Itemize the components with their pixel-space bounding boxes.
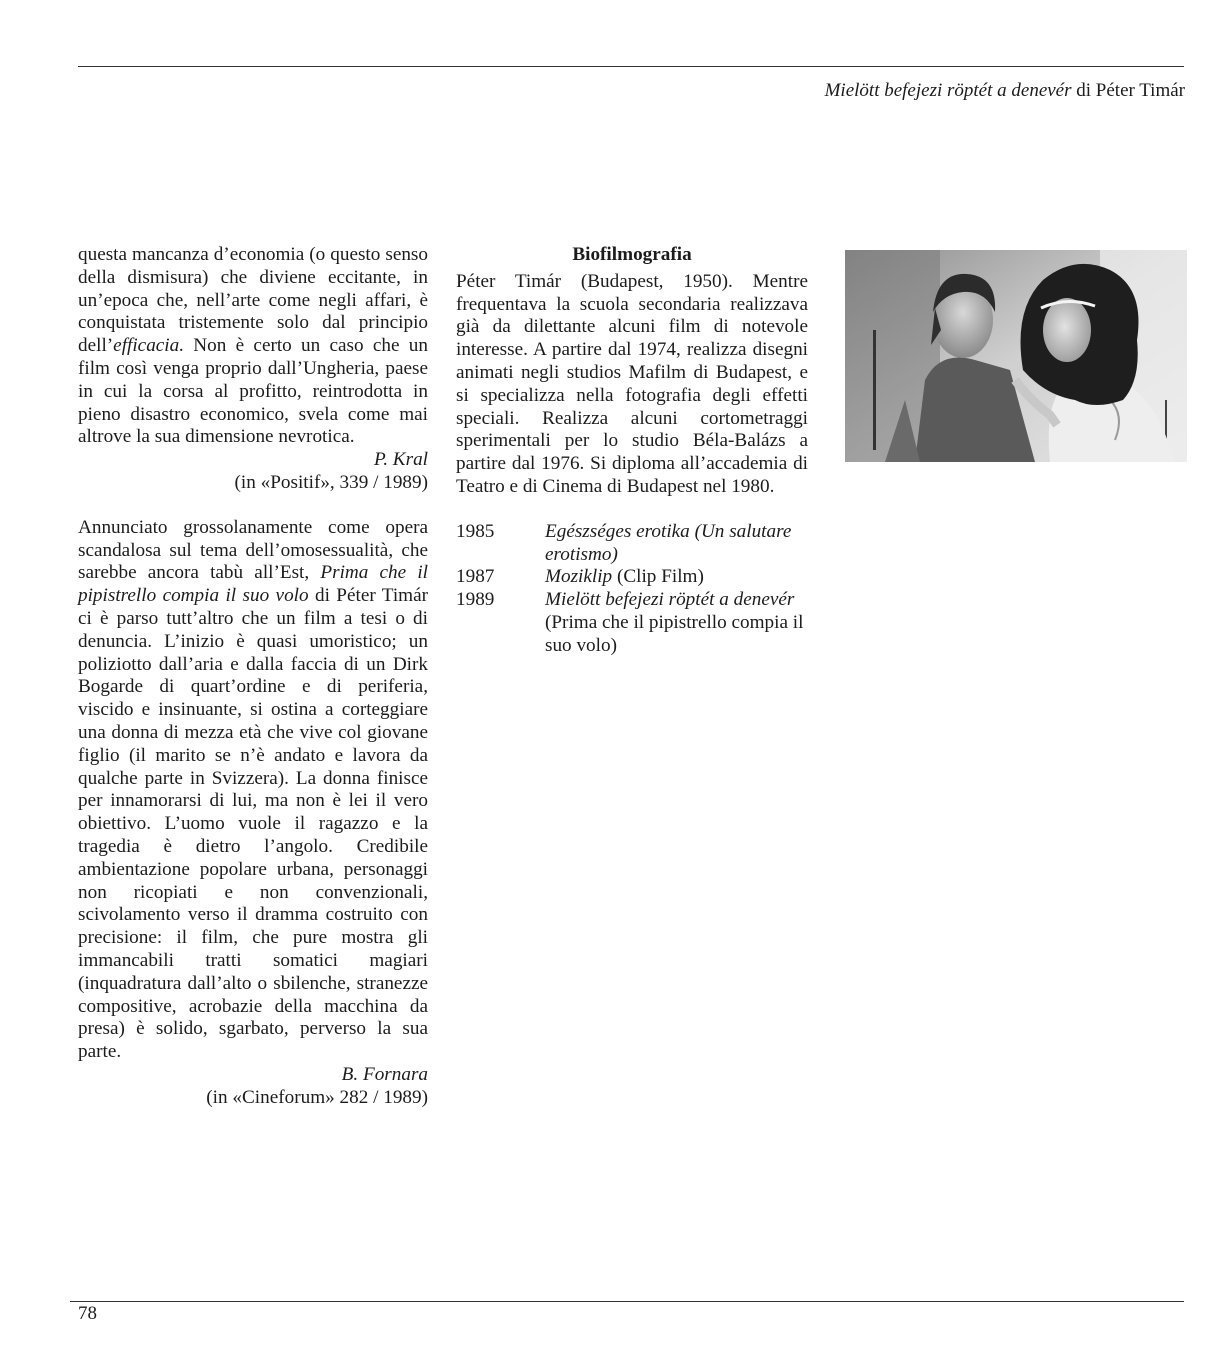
review-kral-text-a: questa mancanza d’economia (o questo senso della dismisura) che diviene eccitante, in un’epoca che, nell’arte come negli affari, è conquistata tristemente solo dal principio dell’: [78, 244, 428, 357]
filmography-list: [456, 521, 808, 658]
filmography-translation: (Clip Film): [612, 566, 704, 588]
spacer: [78, 495, 428, 517]
review-fornara-film-title: Prima che il pipistrello compia il suo volo: [78, 562, 428, 607]
biofilmography-column: [456, 244, 808, 658]
film-still-photo: [845, 250, 1187, 462]
filmography-translation: (Un salutare erotismo): [545, 520, 792, 565]
filmography-row: [456, 521, 808, 567]
review-kral-emphasis: efficacia.: [113, 335, 185, 357]
filmography-year: 1989: [456, 589, 495, 611]
review-fornara-author-name: B. Fornara: [341, 1063, 428, 1085]
review-fornara-text: [78, 517, 428, 1064]
filmography-original-title: Mielött befejezi röptét a denevér: [545, 589, 795, 611]
filmography-year: 1985: [456, 520, 495, 542]
filmography-translation: (Prima che il pipistrello compia il suo volo): [545, 611, 804, 656]
filmography-original-title: Moziklip: [545, 566, 613, 588]
review-fornara-source: (in «Cineforum» 282 / 1989): [206, 1086, 428, 1108]
review-kral-author: [78, 449, 428, 472]
page-number: 78: [78, 1303, 97, 1324]
filmography-row: [456, 589, 808, 657]
filmography-year: 1987: [456, 566, 495, 588]
review-kral-author-name: P. Kral: [373, 449, 428, 471]
review-fornara-author: [78, 1064, 428, 1087]
filmography-title: [545, 589, 808, 657]
running-header-film-title: Mielött befejezi röptét a denevér: [824, 80, 1072, 101]
reviews-column: [78, 244, 428, 1109]
filmography-title: [545, 521, 808, 567]
review-kral-text-b: Non è certo un caso che un film così venga proprio dall’Ungheria, paese in cui la corsa al profitto, reintrodotta in pieno disastro economico, svela come mai altrove la sua dimensione nevrotica.: [78, 335, 428, 448]
filmography-row: [456, 566, 808, 589]
header-rule: [78, 66, 1184, 67]
running-header: [825, 80, 1185, 102]
review-kral-text: [78, 244, 428, 449]
biography-text: Péter Timár (Budapest, 1950). Mentre frequentava la scuola secondaria realizzava già da dilettante alcuni film di notevole interesse. A partire dal 1974, realizza disegni animati negli studios Mafilm di Budapest, e si specializza nella fotografia degli effetti speciali. Realizza alcuni cortometraggi sperimentali per lo studio Béla-Balázs a partire dal 1976. Si diploma all’accademia di Teatro e di Cinema di Budapest nel 1980.: [456, 270, 808, 497]
review-fornara-text-a: Annunciato grossolanamente come opera scandalosa sul tema dell’omosessualità, che sarebbe ancora tabù all’Est,: [78, 516, 428, 584]
footer-rule: [70, 1301, 1184, 1302]
filmography-original-title: Egészséges erotika: [545, 520, 690, 542]
review-fornara-text-b: di Péter Timár ci è parso tutt’altro che un film a tesi o di denuncia. L’inizio è quasi umoristico; un poliziotto dall’aria e dalla faccia di un Dirk Bogarde di quart’ordine e di periferia, viscido e insinuante, si ostina a corteggiare una donna di mezza età che vive col giovane figlio (il marito se n’è andato e lavora da qualche parte in Svizzera). La donna finisce per innamorarsi di lui, ma non è lei il vero obiettivo. L’uomo vuole il ragazzo e la tragedia è dietro l’angolo. Credibile ambientazione popolare urbana, personaggi non ricopiati e non convenzionali, scivolamento verso il dramma costruito con precisione: il film, che pure mostra gli immancabili tratti somatici magiari (inquadratura dall’alto o sbilenche, stranezze compositive, acrobazie della macchina da presa) è solido, sgarbato, perverso la sua parte.: [78, 585, 428, 1063]
running-header-director: di Péter Timár: [1071, 80, 1185, 101]
review-kral-source: (in «Positif», 339 / 1989): [234, 471, 428, 493]
filmography-title: [545, 566, 808, 589]
biofilmography-title: Biofilmografia: [572, 244, 692, 265]
